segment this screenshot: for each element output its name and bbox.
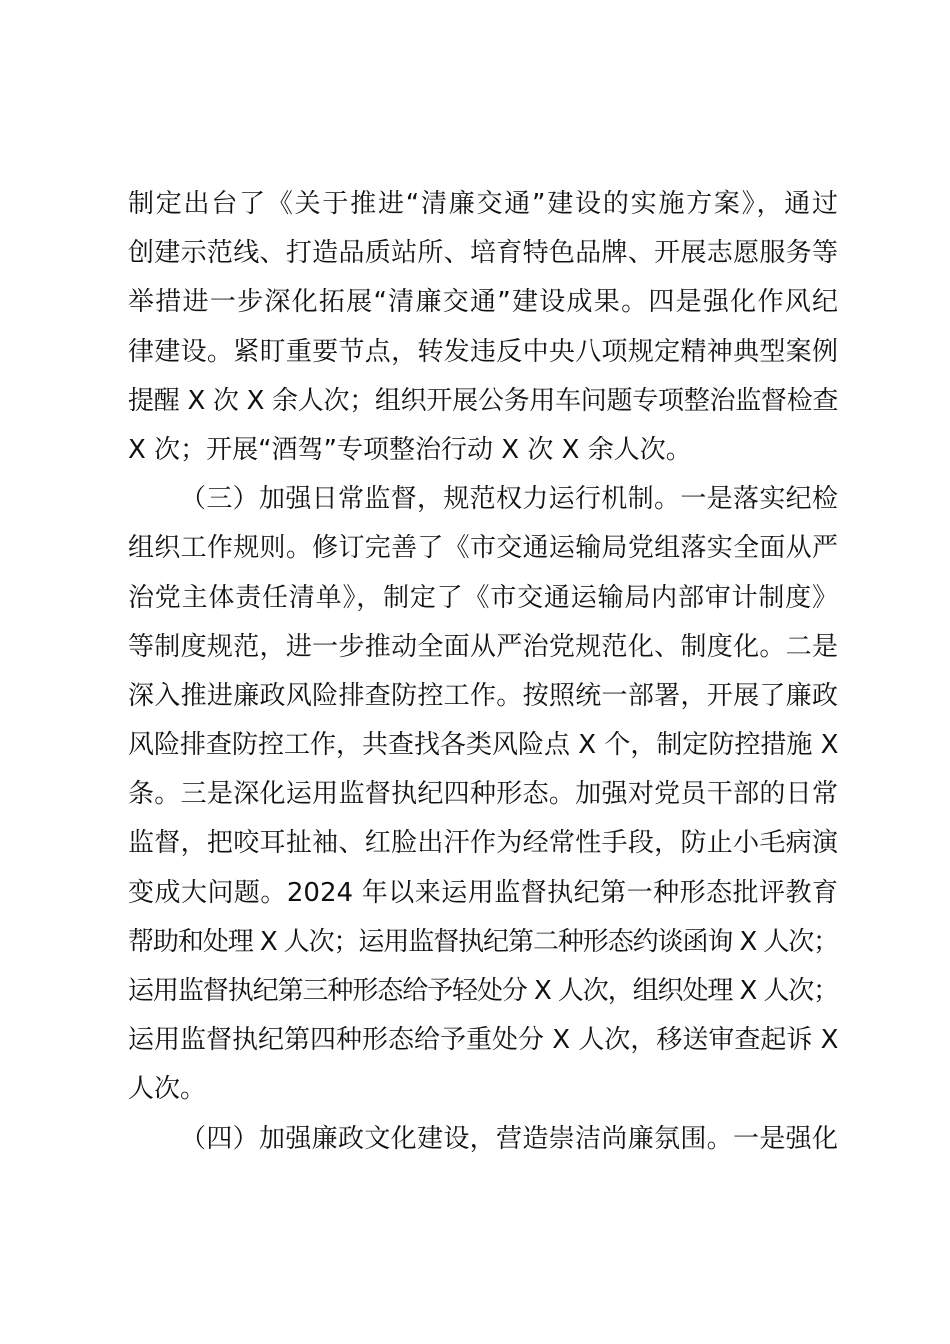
text-line: 监督，把咬耳扯袖、红脸出汗作为经常性手段，防止小毛病演 [128, 828, 838, 859]
text-line: 变成大问题。2024 年以来运用监督执纪第一种形态批评教育 [128, 877, 838, 908]
text-line: 帮助和处理 X 人次；运用监督执纪第二种形态约谈函询 X 人次； [128, 926, 838, 957]
text-line: （三）加强日常监督，规范权力运行机制。一是落实纪检 [180, 484, 838, 515]
text-line: 风险排查防控工作，共查找各类风险点 X 个，制定防控措施 X [128, 730, 839, 761]
text-line: 深入推进廉政风险排查防控工作。按照统一部署，开展了廉政 [128, 680, 838, 711]
text-line: 制定出台了《关于推进“清廉交通”建设的实施方案》，通过 [128, 189, 838, 219]
text-line: 条。三是深化运用监督执纪四种形态。加强对党员干部的日常 [128, 779, 838, 810]
text-line: 等制度规范，进一步推动全面从严治党规范化、制度化。二是 [128, 631, 838, 662]
body-text [128, 180, 838, 1164]
text-line: X 次；开展“酒驾”专项整治行动 X 次 X 余人次。 [128, 434, 692, 465]
text-line: 创建示范线、打造品质站所、培育特色品牌、开展志愿服务等 [128, 238, 838, 269]
text-line: 治党主体责任清单》，制定了《市交通运输局内部审计制度》 [128, 582, 838, 613]
text-line: 人次。 [128, 1074, 207, 1105]
text-line: 律建设。紧盯重要节点，转发违反中央八项规定精神典型案例 [128, 336, 838, 367]
text-line: 组织工作规则。修订完善了《市交通运输局党组落实全面从严 [128, 533, 838, 564]
text-line: 举措进一步深化拓展“清廉交通”建设成果。四是强化作风纪 [128, 287, 838, 318]
text-line: 运用监督执纪第三种形态给予轻处分 X 人次，组织处理 X 人次； [128, 976, 838, 1006]
text-line: 提醒 X 次 X 余人次；组织开展公务用车问题专项整治监督检查 [128, 385, 838, 416]
text-line: （四）加强廉政文化建设，营造崇洁尚廉氛围。一是强化 [180, 1123, 838, 1154]
text-line: 运用监督执纪第四种形态给予重处分 X 人次，移送审查起诉 X [128, 1025, 839, 1056]
